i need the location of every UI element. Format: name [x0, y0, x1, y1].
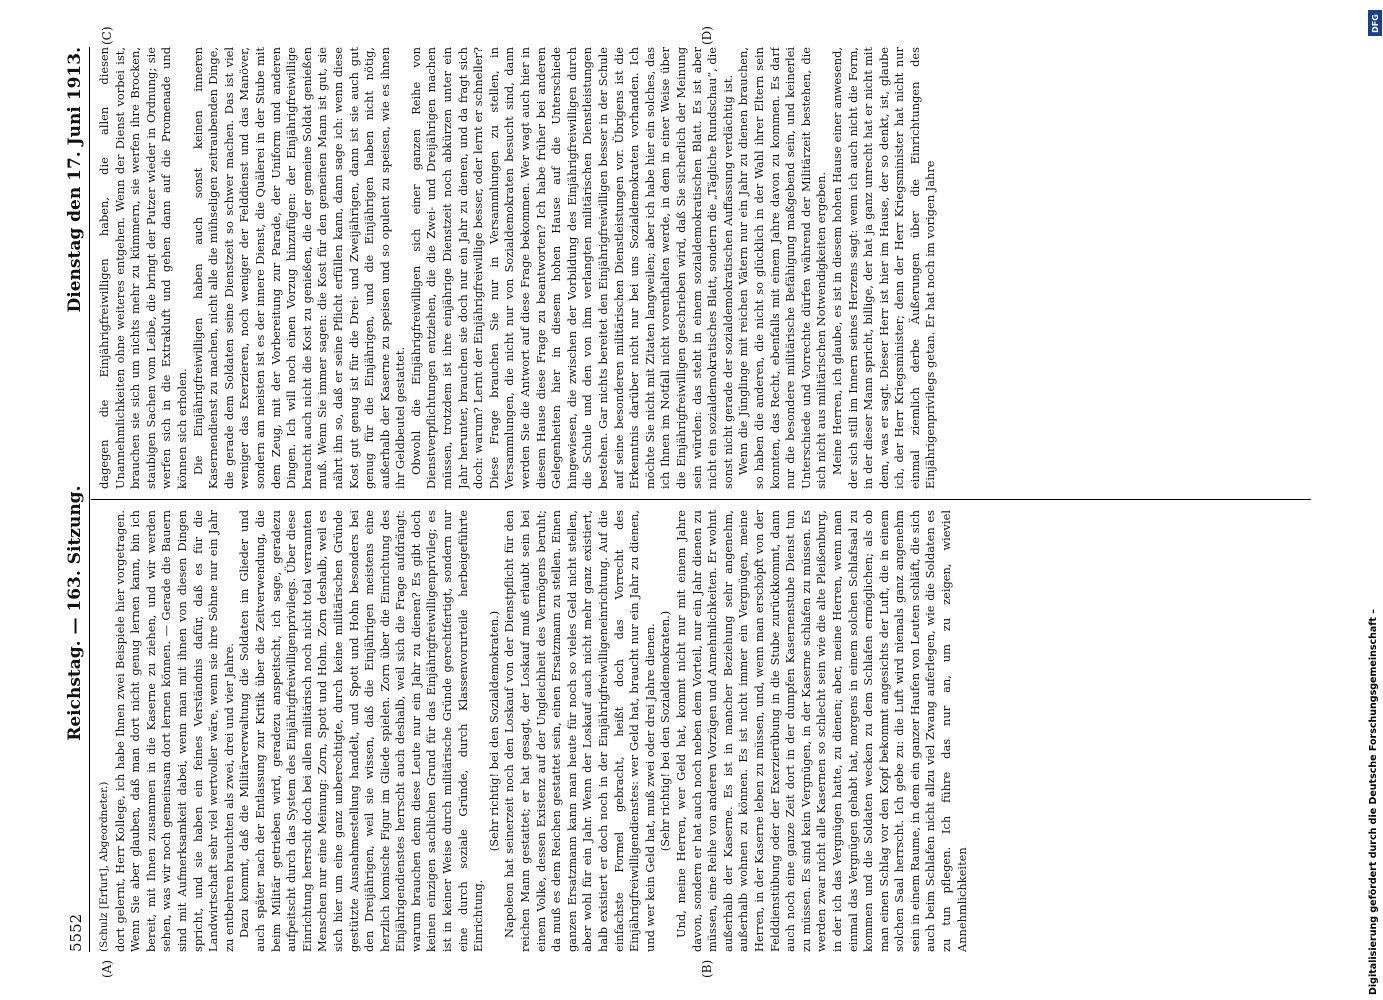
right-column	[97, 47, 1287, 489]
interjection: (Sehr richtig! bei den Sozialdemokraten.)	[486, 610, 501, 852]
dfg-logo	[1368, 10, 1382, 36]
left-column	[97, 510, 1287, 952]
interjection: (Sehr richtig! bei den Sozialdemokraten.)	[658, 610, 673, 852]
dfg-logo-text: DFG	[1370, 13, 1380, 33]
margin-mark-a: (A)	[100, 959, 114, 978]
page-number: 5552	[67, 913, 85, 952]
paragraph: Die Einjährigfreiwilligen haben auch sonst keinen inneren Kasernendienst zu machen, nicht alle die mühseligen zeitraubenden Dinge, die gerade dem Soldaten seine Dienstzeit so schwer machen. Das ist viel weniger das Exerzieren, noch weniger der Felddienst und das Manöver, sondern am meisten ist es der innere Dienst, die Quälerei in der Stube mit dem Zeug, mit der Vorbereitung zur Parade, der Uniform und anderen Dingen. Ich will noch einen Vorzug hinzufügen: der Einjährigfreiwillige braucht auch nicht die Kost zu genießen, die der gemeine Soldat genießen muß. Wenn Sie immer sagen: die Kost für den gemeinen Mann ist gut, sie nährt ihn so, daß er seine Pflicht erfüllen kann, dann sage ich: wenn diese Kost gut genug ist für die Drei- und Zweijährigen, dann ist sie auch gut genug für die Einjährigen, und die Einjährigen haben nicht nötig, außerhalb der Kaserne zu speisen und so opulent zu speisen, wie es ihnen ihr Geldbeutel gestattet.	[190, 47, 408, 489]
paragraph: dort gelernt, Herr Kollege, ich habe Ihnen zwei Beispiele hier vorgetragen. Wenn Sie aber glauben, daß man dort nicht genug lernen kann, bin ich bereit, mit Ihnen zusammen in die Kaserne zu ziehen, und wir werden sehen, was wir noch gemeinsam dort lernen können. — Gerade die Bauern sind mit Aufmerksamkeit dabei, wenn man mit ihnen von diesen Dingen spricht, und sie haben ein feines Verständnis dafür, daß es für die Landwirtschaft sehr viel wertvoller wäre, wenn sie ihre Söhne nur ein Jahr zu entbehren brauchten als zwei, drei und vier Jahre.	[112, 510, 236, 952]
page-title: Reichstag. — 163. Sitzung.	[65, 485, 85, 741]
margin-mark-d: (D)	[700, 26, 714, 45]
paragraph: dagegen die Einjährigfreiwilligen haben, die allen diesen Unannehmlichkeiten ohne weiteres entgehen. Wenn der Dienst vorbei ist, brauchen sie sich um nichts mehr zu kümmern, sie werfen ihre Brocken, staubigen Sachen vom Leibe, die bringt der Putzer wieder in Ordnung; sie werfen sich in die Extrakluft und gehen dann auf die Promenade und können sich erholen.	[97, 47, 189, 489]
paragraph: Obwohl die Einjährigfreiwilligen sich einer ganzen Reihe von Dienstverpflichtungen entziehen, die die Zwei- und Dreijährigen machen müssen, trotzdem ist ihre einjährige Dienstzeit noch abkürzen unter ein Jahr herunter, brauchen sie doch nur ein Jahr zu dienen, und da fragt sich doch: warum? Lernt der Einjährigfreiwillige besser, oder lernt er schneller? Diese Frage brauchen Sie nur in Versammlungen zu stellen, in Versammlungen, die nicht nur von Sozialdemokraten besucht sind, dann werden Sie die Antwort auf diese Frage bekommen. Wer wagt auch hier in diesem Hause diese Frage zu beantworten? Ich habe früher bei anderen Gelegenheiten hier in diesem hohen Hause auf die Unterschiede hingewiesen, die zwischen der Vorbildung des Einjährigfreiwilligen durch die Schule und den von ihm verlangten militärischen Dienstleistungen bestehen. Gar nichts bereitet den Einjährigfreiwilligen besser in der Schule auf seine besonderen militärischen Dienstleistungen vor. Übrigens ist die Erkenntnis darüber nicht nur bei uns Sozialdemokraten vorhanden. Ich möchte Sie nicht mit Zitaten langweilen; aber ich habe hier ein solches, das ich Ihnen im Notfall nicht vorenthalten werde, in dem in einer Weise über die Einjährigfreiwilligen geschrieben wird, daß Sie sicherlich der Meinung sein würden: das steht in einem sozialdemokratischen Blatt. Es ist aber nicht ein sozialdemokratisches Blatt, sondern die „Tägliche Rundschau“, die sonst nicht gerade der sozialdemokratischen Auffassung verdächtig ist.	[408, 47, 735, 489]
paragraph: Meine Herren, ich glaube, es ist in diesem hohen Hause einer anwesend, der sich still im Innern seines Herzens sagt: wenn ich auch nicht die Form, in der dieser Mann spricht, billige, der hat ja ganz unrecht hat er nicht mit dem, was er sagt. Dieser Herr ist hier im Hause, der so denkt, ist, glaube ich, der Herr Kriegsminister; denn der Herr Kriegsminister hat nicht nur einmal ziemlich derbe Äußerungen über die Einrichtungen des Einjährigenprivilegs getan. Er hat noch im vorigen Jahre	[829, 47, 938, 489]
speaker-label: (Schulz [Erfurt], Abgeordneter.)	[98, 781, 110, 952]
page-body	[55, 47, 1330, 952]
paragraph: Dazu kommt, daß die Militärverwaltung die Soldaten im Glieder und auch später nach der Entlassung zur Kritik über die Zeitverwendung, die beim Militär getrieben wird, geradezu anspeitscht, ich sage, geradezu aufpeitscht durch das System des Einjährigfreiwilligenprivilegs. Über diese Einrichtung herrscht doch bei allen militärisch noch nicht total verrannten Menschen nur eine Meinung: Zorn, Spott und Hohn. Zorn deshalb, weil es sich hier um eine ganz unberechtigte, durch keine militärischen Gründe gestützte Ausnahmestellung handelt, und Spott und Hohn besonders bei den Dreijährigen, weil sie wissen, daß die Einjährigen meistens eine herzlich komische Figur im Gliede spielen. Zorn über die Einrichtung des Einjährigendienstes herrscht auch deshalb, weil sich die Frage aufdrängt: warum brauchen denn diese Leute nur ein Jahr zu dienen? Es gibt doch keinen einzigen sachlichen Grund für das Einjährigfreiwilligenprivileg; es ist in keiner Weise durch militärische Gründe gerechtfertigt, sondern nur eine durch soziale Gründe, durch Klassenvorurteile herbeigeführte Einrichtung.	[237, 510, 486, 952]
header-rule	[89, 47, 90, 952]
page-header	[55, 47, 85, 952]
paragraph: Und, meine Herren, wer Geld hat, kommt nicht nur mit einem Jahre davon, sondern er hat auch noch neben dem Vorteil, nur ein Jahr dienen zu müssen, eine Reihe von anderen Vorzügen und Annehmlichkeiten. Er wohnt außerhalb der Kaserne. Es ist in mancher Beziehung sehr angenehm, außerhalb wohnen zu können. Es ist nicht immer ein Vergnügen, meine Herren, in der Kaserne leben zu müssen, und, wenn man erschöpft von der Felddienstübung oder der Exerzierübung in die Stube zurückkommt, dann auch noch eine ganze Zeit dort in der dumpfen Kasernenstube Dienst tun zu müssen. Es sind kein Vergnügen, in der Kaserne schlafen zu müssen. Es werden zwar nicht alle Kasernen so schlecht sein wie die alte Pleißenburg, in der ich das Vergnügen hatte, zu dienen; aber, meine Herren, wenn man einmal das Vergnügen gehabt hat, morgens in einem solchen Schlafsaal zu kommen und die Soldaten wecken zu dem Schlafen ermöglichen; als ob man einen Schlag vor den Kopf bekommt angesichts der Luft, die in einem solchen Saal herrscht. Ich gebe zu: die Luft wird niemals ganz angenehm sein in einem Raume, in dem ein ganzer Haufen von Leuten schläft, die sich auch beim Schlafen nicht allzu viel Zwang auferlegen, wie die Soldaten es zu tun pflegen. Ich führe das nur an, um zu zeigen, wieviel Annehmlichkeiten	[673, 510, 969, 952]
paragraph: Wenn die Jünglinge mit reichen Vätern nur ein Jahr zu dienen brauchen, so haben die anderen, die nicht so glücklich in der Wahl ihrer Eltern sein konnten, das Recht, ebenfalls mit einem Jahre davon zu kommen. Es darf nur die besondere militärische Befähigung maßgebend sein, und keinerlei Unterschiede und Vorrechte dürfen während der Militärzeit bestehen, die sich nicht aus militärischen Notwendigkeiten ergeben.	[736, 47, 829, 489]
digitization-credit: Digitalisierung gefördert durch die Deutsche Forschungsgemeinschaft –	[1368, 608, 1379, 995]
column-divider	[91, 499, 1311, 500]
margin-mark-c: (C)	[100, 26, 114, 45]
session-date: Dienstag den 17. Juni 1913.	[65, 47, 85, 313]
margin-mark-b: (B)	[700, 959, 714, 978]
paragraph: Napoleon hat seinerzeit noch den Loskauf von der Dienstpflicht für den reichen Mann gestattet; er hat gesagt, der Loskauf muß erlaubt sein bei einem Volke, dessen Existenz auf der Ungleichheit des Vermögens beruht; da muß es dem Reichen gestattet sein, einen Ersatzmann zu stellen. Einen ganzen Ersatzmann kann man heute für noch so vieles Geld nicht stellen, aber wohl für ein Jahr. Wenn der Loskauf auch nicht mehr ganz existiert, halb existiert er doch noch in der Einjährigfreiwilligeneinrichtung. Auf die einfachste Formel gebracht, heißt doch das Vorrecht des Einjährigfreiwilligendienstes: wer Geld hat, braucht nur ein Jahr zu dienen, und wer kein Geld hat, muß zwei oder drei Jahre dienen.	[502, 510, 657, 952]
